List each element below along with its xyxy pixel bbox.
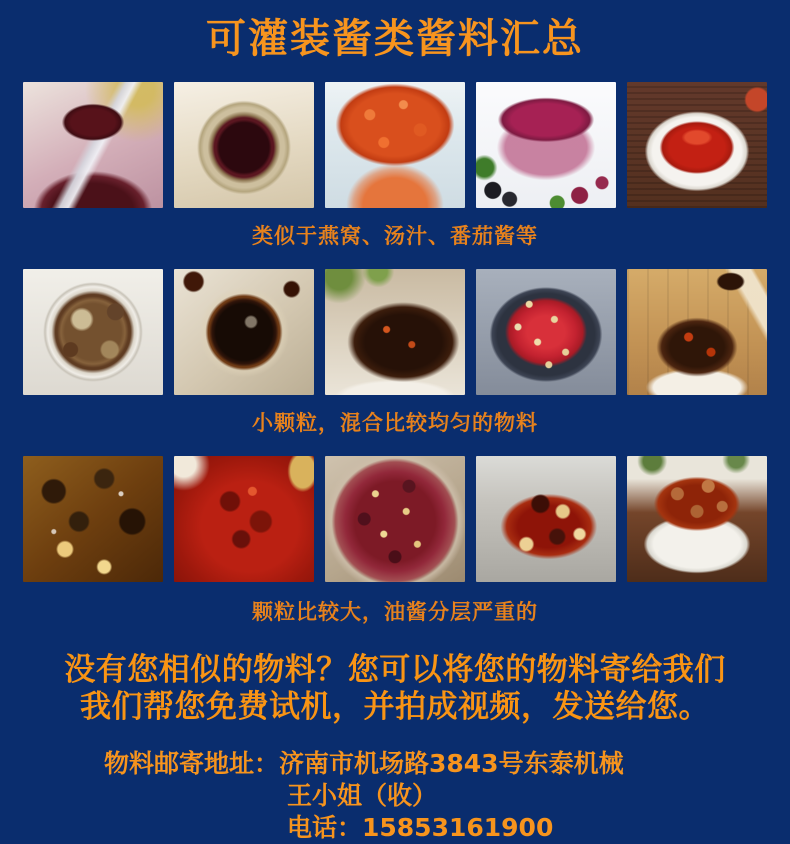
photo-jar-dark-syrup [174, 82, 314, 208]
cta-line-1: 没有您相似的物料？您可以将您的物料寄给我们 [64, 652, 726, 688]
photo-ketchup-bowl [627, 82, 767, 208]
photo-oily-chunks [23, 456, 163, 582]
photo-minced-sauce-jar [23, 269, 163, 395]
row-2-caption: 小颗粒，混合比较均匀的物料 [252, 411, 538, 435]
photo-peanut-chili-bowl [627, 456, 767, 582]
photo-berry-compote [476, 82, 616, 208]
photo-chili-oil-bowl [476, 456, 616, 582]
recipient-name: 王小姐（收） [287, 781, 438, 810]
photo-bean-chili-spoon [627, 269, 767, 395]
row-1-caption: 类似于燕窝、汤汁、番茄酱等 [252, 224, 538, 248]
photo-row-1 [0, 82, 790, 208]
photo-coarse-chili-paste [174, 456, 314, 582]
photo-row-3 [0, 456, 790, 582]
photo-chili-flakes-jar [325, 456, 465, 582]
photo-tomato-sauce-jar [325, 82, 465, 208]
photo-dark-paste-bowl [325, 269, 465, 395]
page-title: 可灌装酱类酱料汇总 [206, 16, 584, 62]
photo-black-bean-jar [174, 269, 314, 395]
cta-text [0, 652, 790, 726]
photo-chopped-chili [476, 269, 616, 395]
contact-block [0, 748, 790, 844]
mailing-address: 物料邮寄地址：济南市机场路3843号东泰机械 [104, 749, 624, 778]
photo-row-2 [0, 269, 790, 395]
cta-line-2: 我们帮您免费试机，并拍成视频，发送给您。 [80, 689, 710, 725]
photo-dark-jam-spoon [23, 82, 163, 208]
row-3-caption: 颗粒比较大，油酱分层严重的 [252, 600, 538, 624]
phone-number: 电话：15853161900 [287, 813, 554, 842]
